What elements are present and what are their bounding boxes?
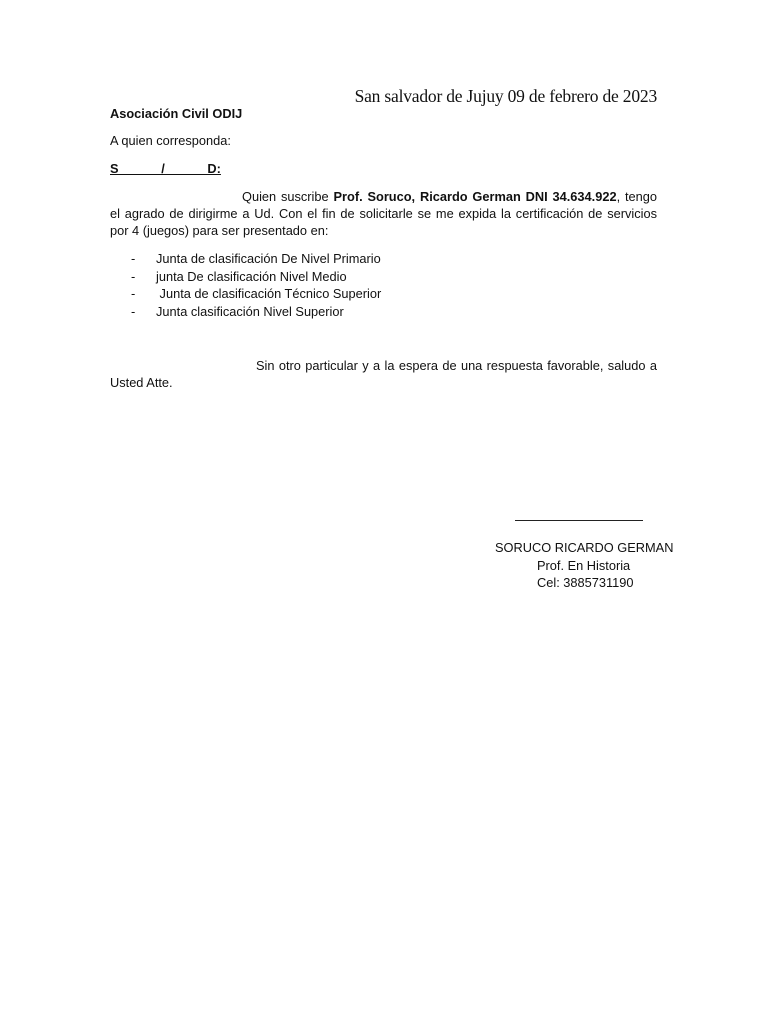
organization-heading: Asociación Civil ODIJ — [110, 106, 243, 121]
list-bullet: - — [131, 303, 136, 319]
signature-phone: Cel: 3885731190 — [537, 575, 634, 590]
list-bullet: - — [131, 251, 136, 266]
salutation-sd: S / D: — [110, 161, 221, 176]
signature-name: SORUCO RICARDO GERMAN — [495, 540, 674, 555]
paragraph-name-dni: Prof. Soruco, Ricardo German DNI 34.634.922 — [333, 189, 617, 204]
list-item-text: Junta de clasificación Técnico Superior — [156, 286, 382, 302]
signature-line — [515, 520, 643, 521]
list-item-text: Junta de clasificación De Nivel Primario — [156, 251, 381, 266]
list-bullet: - — [131, 286, 136, 302]
list-item — [131, 303, 381, 321]
list-item — [131, 285, 381, 303]
signature-title: Prof. En Historia — [537, 558, 631, 573]
list-item-text: junta De clasificación Nivel Medio — [156, 268, 347, 284]
closing-text: Sin otro particular y a la espera de una respuesta favorable, saludo a Usted Atte. — [110, 358, 657, 390]
greeting: A quien corresponda: — [110, 133, 231, 148]
paragraph-rest: , tengo el agrado de dirigirme a Ud. Con el fin de solicitarle se me expida la certificación de servicios por 4 (juegos) para ser presentado en: — [110, 189, 657, 238]
closing-paragraph — [110, 357, 657, 391]
list-item — [131, 268, 381, 286]
list-item — [131, 250, 381, 268]
presentation-list — [131, 250, 381, 320]
date-line: San salvador de Jujuy 09 de febrero de 2023 — [354, 86, 657, 106]
request-paragraph — [110, 188, 657, 239]
list-bullet: - — [131, 268, 136, 284]
list-item-text: Junta clasificación Nivel Superior — [156, 303, 344, 319]
paragraph-intro: Quien suscribe — [242, 189, 334, 204]
